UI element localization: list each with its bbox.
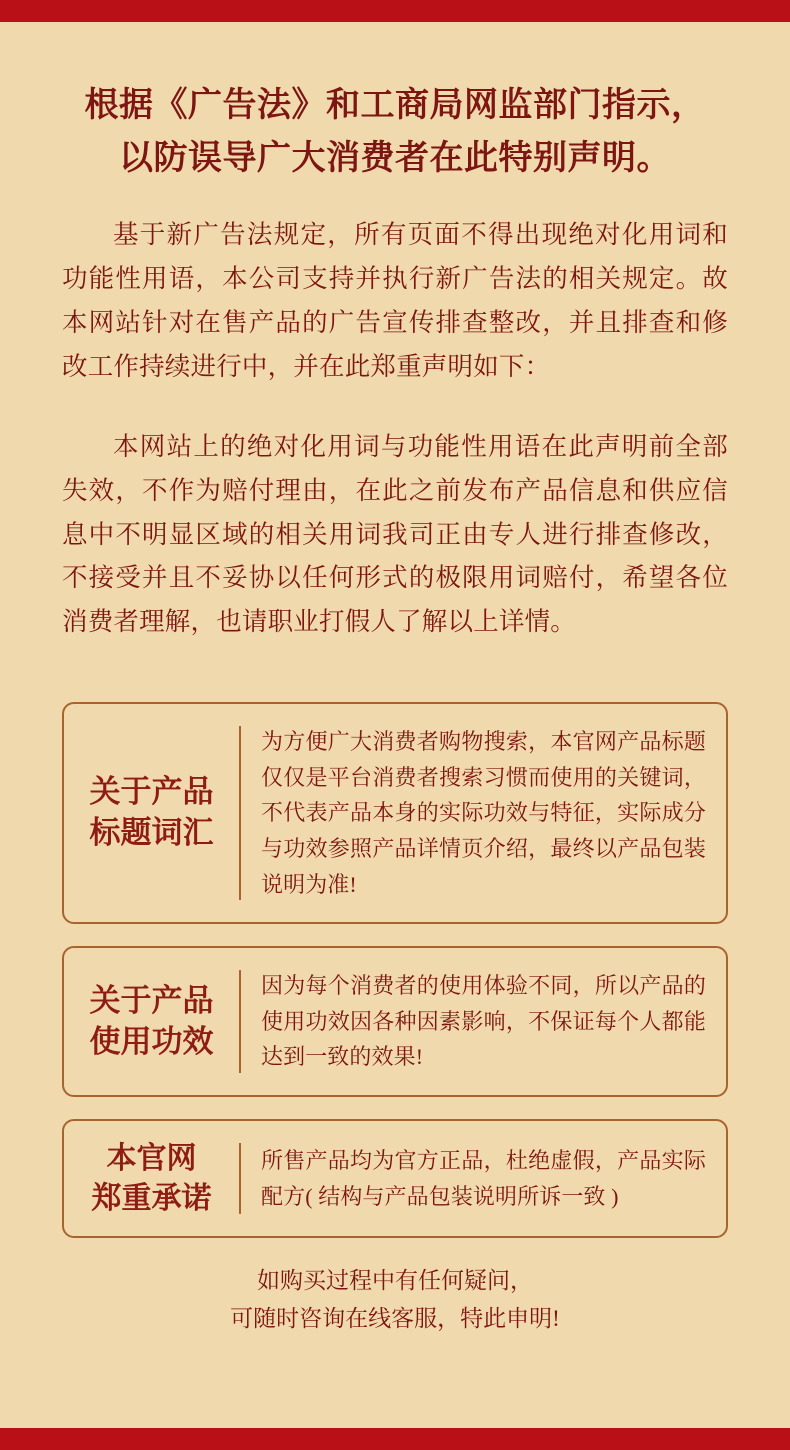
card-official-promise xyxy=(62,1119,728,1238)
card-title-line-1: 关于产品 xyxy=(89,982,214,1018)
card-title-line-2: 使用功效 xyxy=(89,1023,214,1059)
top-accent-bar xyxy=(0,0,790,22)
card-title xyxy=(64,704,239,922)
statement-card-list xyxy=(62,702,728,1238)
bottom-accent-bar xyxy=(0,1428,790,1450)
card-title-line-2: 郑重承诺 xyxy=(91,1181,212,1215)
page-title xyxy=(62,80,728,185)
footer-line-2: 可随时咨询在线客服，特此申明! xyxy=(230,1306,560,1332)
page-title-line-2: 以防误导广大消费者在此特别声明。 xyxy=(119,139,671,177)
card-body: 因为每个消费者的使用体验不同，所以产品的使用功效因各种因素影响，不保证每个人都能达到一致的效果! xyxy=(261,973,706,1070)
card-title xyxy=(64,1121,239,1236)
card-title-line-1: 关于产品 xyxy=(89,774,214,810)
card-product-title-terms xyxy=(62,702,728,924)
statement-paragraph-2: 本网站上的绝对化用词与功能性用语在此声明前全部失效，不作为赔付理由，在此之前发布产品信息和供应信息中不明显区域的相关用词我司正由专人进行排查修改，不接受并且不妥协以任何形式的极限用词赔付，希望各位消费者理解，也请职业打假人了解以上详情。 xyxy=(62,431,728,637)
card-title-line-2: 标题词汇 xyxy=(89,815,214,851)
card-title xyxy=(64,948,239,1095)
card-body: 为方便广大消费者购物搜索，本官网产品标题仅仅是平台消费者搜索习惯而使用的关键词，不代表产品本身的实际功效与特征，实际成分与功效参照产品详情页介绍，最终以产品包装说明为准! xyxy=(261,729,706,897)
page-content xyxy=(0,22,790,1428)
card-title-line-1: 本官网 xyxy=(106,1142,197,1176)
statement-paragraph-1: 基于新广告法规定，所有页面不得出现绝对化用词和功能性用语，本公司支持并执行新广告法的相关规定。故本网站针对在售产品的广告宣传排查整改，并且排查和修改工作持续进行中，并在此郑重声明如下： xyxy=(62,220,728,381)
card-product-effect xyxy=(62,946,728,1097)
page-title-line-1: 根据《广告法》和工商局网监部门指示， xyxy=(84,87,706,124)
footer-note xyxy=(62,1262,728,1338)
footer-line-1: 如购买过程中有任何疑问， xyxy=(257,1268,533,1294)
card-body: 所售产品均为官方正品，杜绝虚假，产品实际配方( 结构与产品包装说明所诉一致 ) xyxy=(261,1148,706,1209)
